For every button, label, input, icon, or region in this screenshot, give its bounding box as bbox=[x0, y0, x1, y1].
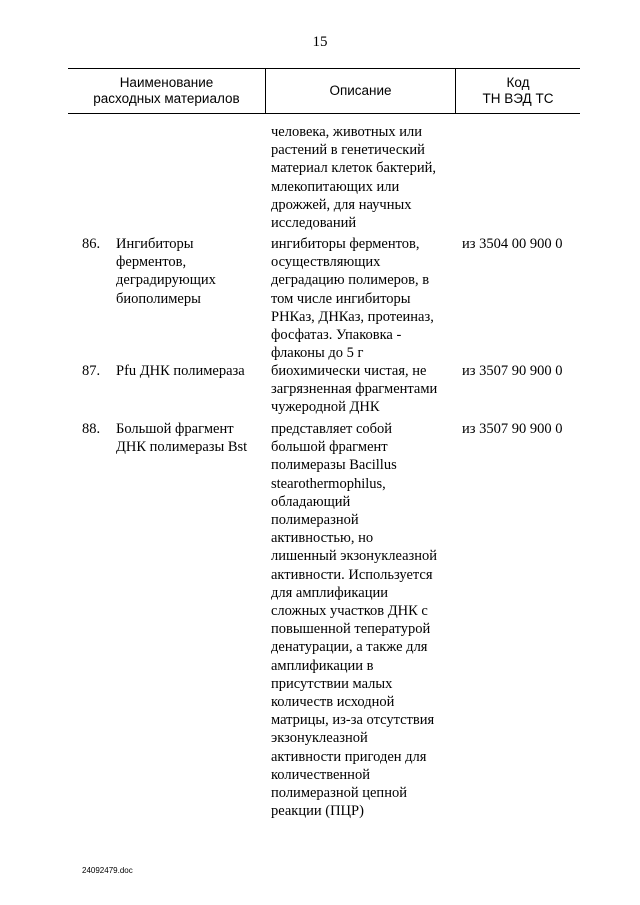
header-description: Описание bbox=[329, 83, 392, 98]
row-number: 88. bbox=[82, 421, 101, 437]
table-header-bottom-border bbox=[68, 113, 580, 114]
row-number: 86. bbox=[82, 236, 101, 252]
row-description: ингибиторы ферментов, осуществляющих деградацию полимеров, в том числе ингибиторы РНКаз, ДНКаз, протеиназ, фосфатаз. Упаковка - флаконы до 5 г bbox=[271, 236, 434, 362]
header-code: Код ТН ВЭД ТС bbox=[482, 75, 554, 106]
row-code: из 3507 90 900 0 bbox=[462, 421, 563, 437]
continuation-description: человека, животных или растений в генетический материал клеток бактерий, млекопитающих или дрожжей, для научных исследований bbox=[271, 124, 436, 232]
row-name: Большой фрагмент ДНК полимеразы Bst bbox=[116, 421, 248, 456]
header-name: Наименование расходных материалов bbox=[93, 75, 240, 106]
page-number: 15 bbox=[312, 34, 328, 50]
row-description: биохимически чистая, не загрязненная фрагментами чужеродной ДНК bbox=[271, 363, 438, 416]
document-id: 24092479.doc bbox=[82, 866, 133, 875]
row-name: Ингибиторы ферментов, деградирующих биополимеры bbox=[116, 236, 216, 307]
row-code: из 3504 00 900 0 bbox=[462, 236, 563, 252]
row-code: из 3507 90 900 0 bbox=[462, 363, 563, 379]
row-description: представляет собой большой фрагмент полимеразы Bacillus stearothermophilus, обладающий полимеразной активностью, но лишенный экзонуклеазной активности. Используется для амплификации сложных участков ДНК с повышенной тепературой денатурации, а также для амплификации в присутствии малых количеств исходной матрицы, из-за отсутствия экзонуклеазной активности пригоден для количественной полимеразной цепной реакции (ПЦР) bbox=[271, 421, 438, 820]
row-name: Pfu ДНК полимераза bbox=[116, 363, 245, 379]
row-number: 87. bbox=[82, 363, 101, 379]
